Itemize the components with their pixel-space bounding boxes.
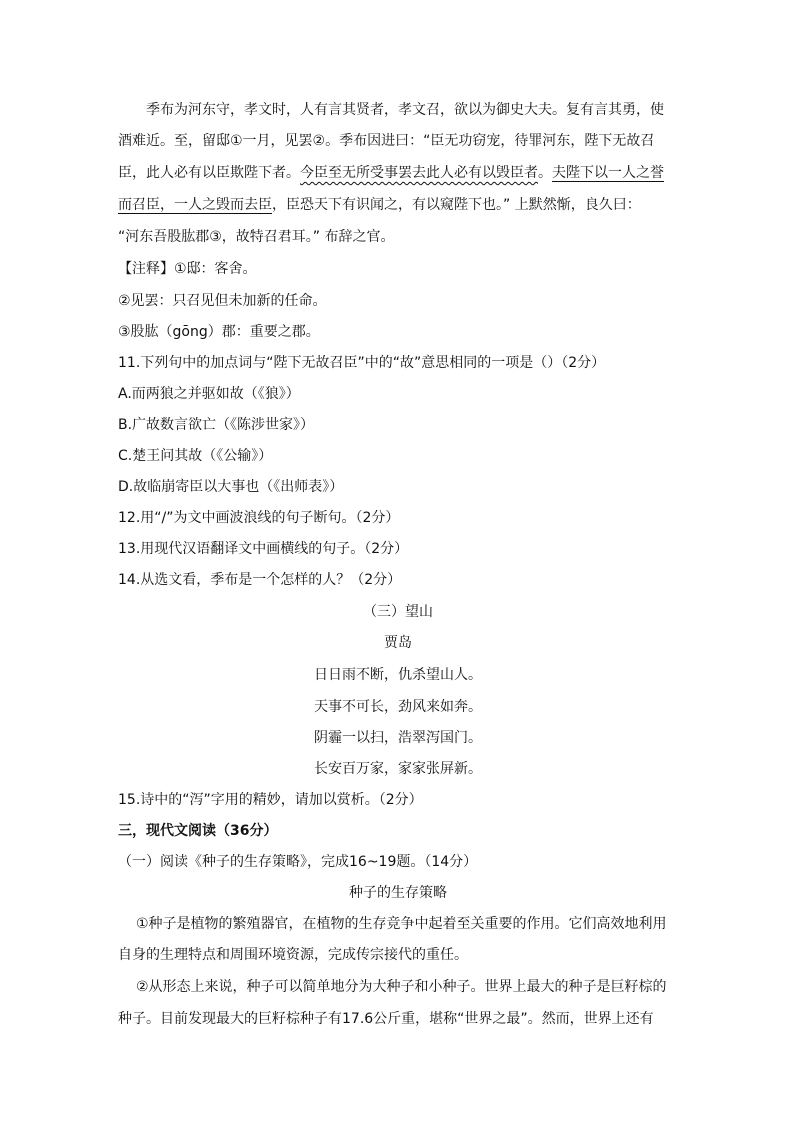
question-12: 12.用“/”为文中画波浪线的句子断句。（2分） xyxy=(118,510,400,526)
section-3-subheading: （一）阅读《种子的生存策略》，完成16~19题。（14分） xyxy=(118,854,478,870)
wavy-underlined-sentence: 今臣至无所受事罢去此人必有以毁臣者 xyxy=(300,165,538,181)
underlined-sentence-part-1: 夫陛下以一人之誉 xyxy=(552,165,664,181)
question-11-option-c: C.楚王问其故（《公输》） xyxy=(118,448,273,464)
poem-line-1: 日日雨不断，仇杀望山人。 xyxy=(314,667,482,683)
section-3-heading: 三，现代文阅读（36分） xyxy=(118,823,278,839)
passage-line-1: 季布为河东守，孝文时，人有言其贤者，孝文召，欲以为御史大夫。复有言其勇，使 xyxy=(146,102,664,118)
note-1: 【注释】①邸：客舍。 xyxy=(118,261,257,277)
article-paragraph-2-line-1: ②从形态上来说，种子可以简单地分为大种子和小种子。世界上最大的种子是巨籽棕的 xyxy=(136,979,667,995)
passage-line-2: 酒难近。至，留邸①一月，见罢②。季布因进曰：“臣无功窃宠，待罪河东，陛下无故召 xyxy=(118,133,655,149)
question-13: 13.用现代汉语翻译文中画横线的句子。（2分） xyxy=(118,541,409,557)
poem-author: 贾岛 xyxy=(384,635,412,651)
passage-line-4 xyxy=(118,195,678,215)
passage-line-4-plain: ，臣恐天下有识闻之，有以窥陛下也。” 上默然惭，良久曰： xyxy=(272,197,641,213)
poem-title: （三）望山 xyxy=(363,604,433,620)
question-15: 15.诗中的“泻”字用的精妙，请加以赏析。（2分） xyxy=(118,792,423,808)
note-3: ③股肱（gōng）郡：重要之郡。 xyxy=(118,324,320,340)
passage-line-3 xyxy=(118,163,678,183)
question-11: 11.下列句中的加点词与“陛下无故召臣”中的“故”意思相同的一项是（）（2分） xyxy=(118,355,606,371)
question-11-option-d: D.故临崩寄臣以大事也（《出师表》） xyxy=(118,479,344,495)
article-paragraph-1-line-1: ①种子是植物的繁殖器官，在植物的生存竞争中起着至关重要的作用。它们高效地利用 xyxy=(136,916,667,932)
underlined-sentence-part-2: 而召臣，一人之毁而去臣 xyxy=(118,197,272,213)
passage-line-3-plain: 臣，此人必有以臣欺陛下者。 xyxy=(118,165,300,181)
article-title: 种子的生存策略 xyxy=(349,885,447,901)
question-11-option-a: A.而两狼之并驱如故（《狼》） xyxy=(118,386,300,402)
passage-line-3-punct: 。 xyxy=(538,165,552,181)
question-14: 14.从选文看，季布是一个怎样的人？（2分） xyxy=(118,572,402,588)
article-paragraph-2-line-2: 种子。目前发现最大的巨籽棕种子有17.6公斤重，堪称“世界之最”。然而，世界上还有 xyxy=(118,1011,654,1027)
poem-line-2: 天事不可长，劲风来如奔。 xyxy=(314,699,482,715)
poem-line-4: 长安百万家，家家张屏新。 xyxy=(314,761,482,777)
note-2: ②见罢：只召见但未加新的任命。 xyxy=(118,293,327,309)
poem-line-3: 阴霾一以扫，浩翠泻国门。 xyxy=(314,730,482,746)
question-11-option-b: B.广故数言欲亡（《陈涉世家》） xyxy=(118,417,315,433)
passage-line-5: “河东吾股肱郡③，故特召君耳。” 布辞之官。 xyxy=(118,229,395,245)
article-paragraph-1-line-2: 自身的生理特点和周围环境资源，完成传宗接代的重任。 xyxy=(118,947,468,963)
